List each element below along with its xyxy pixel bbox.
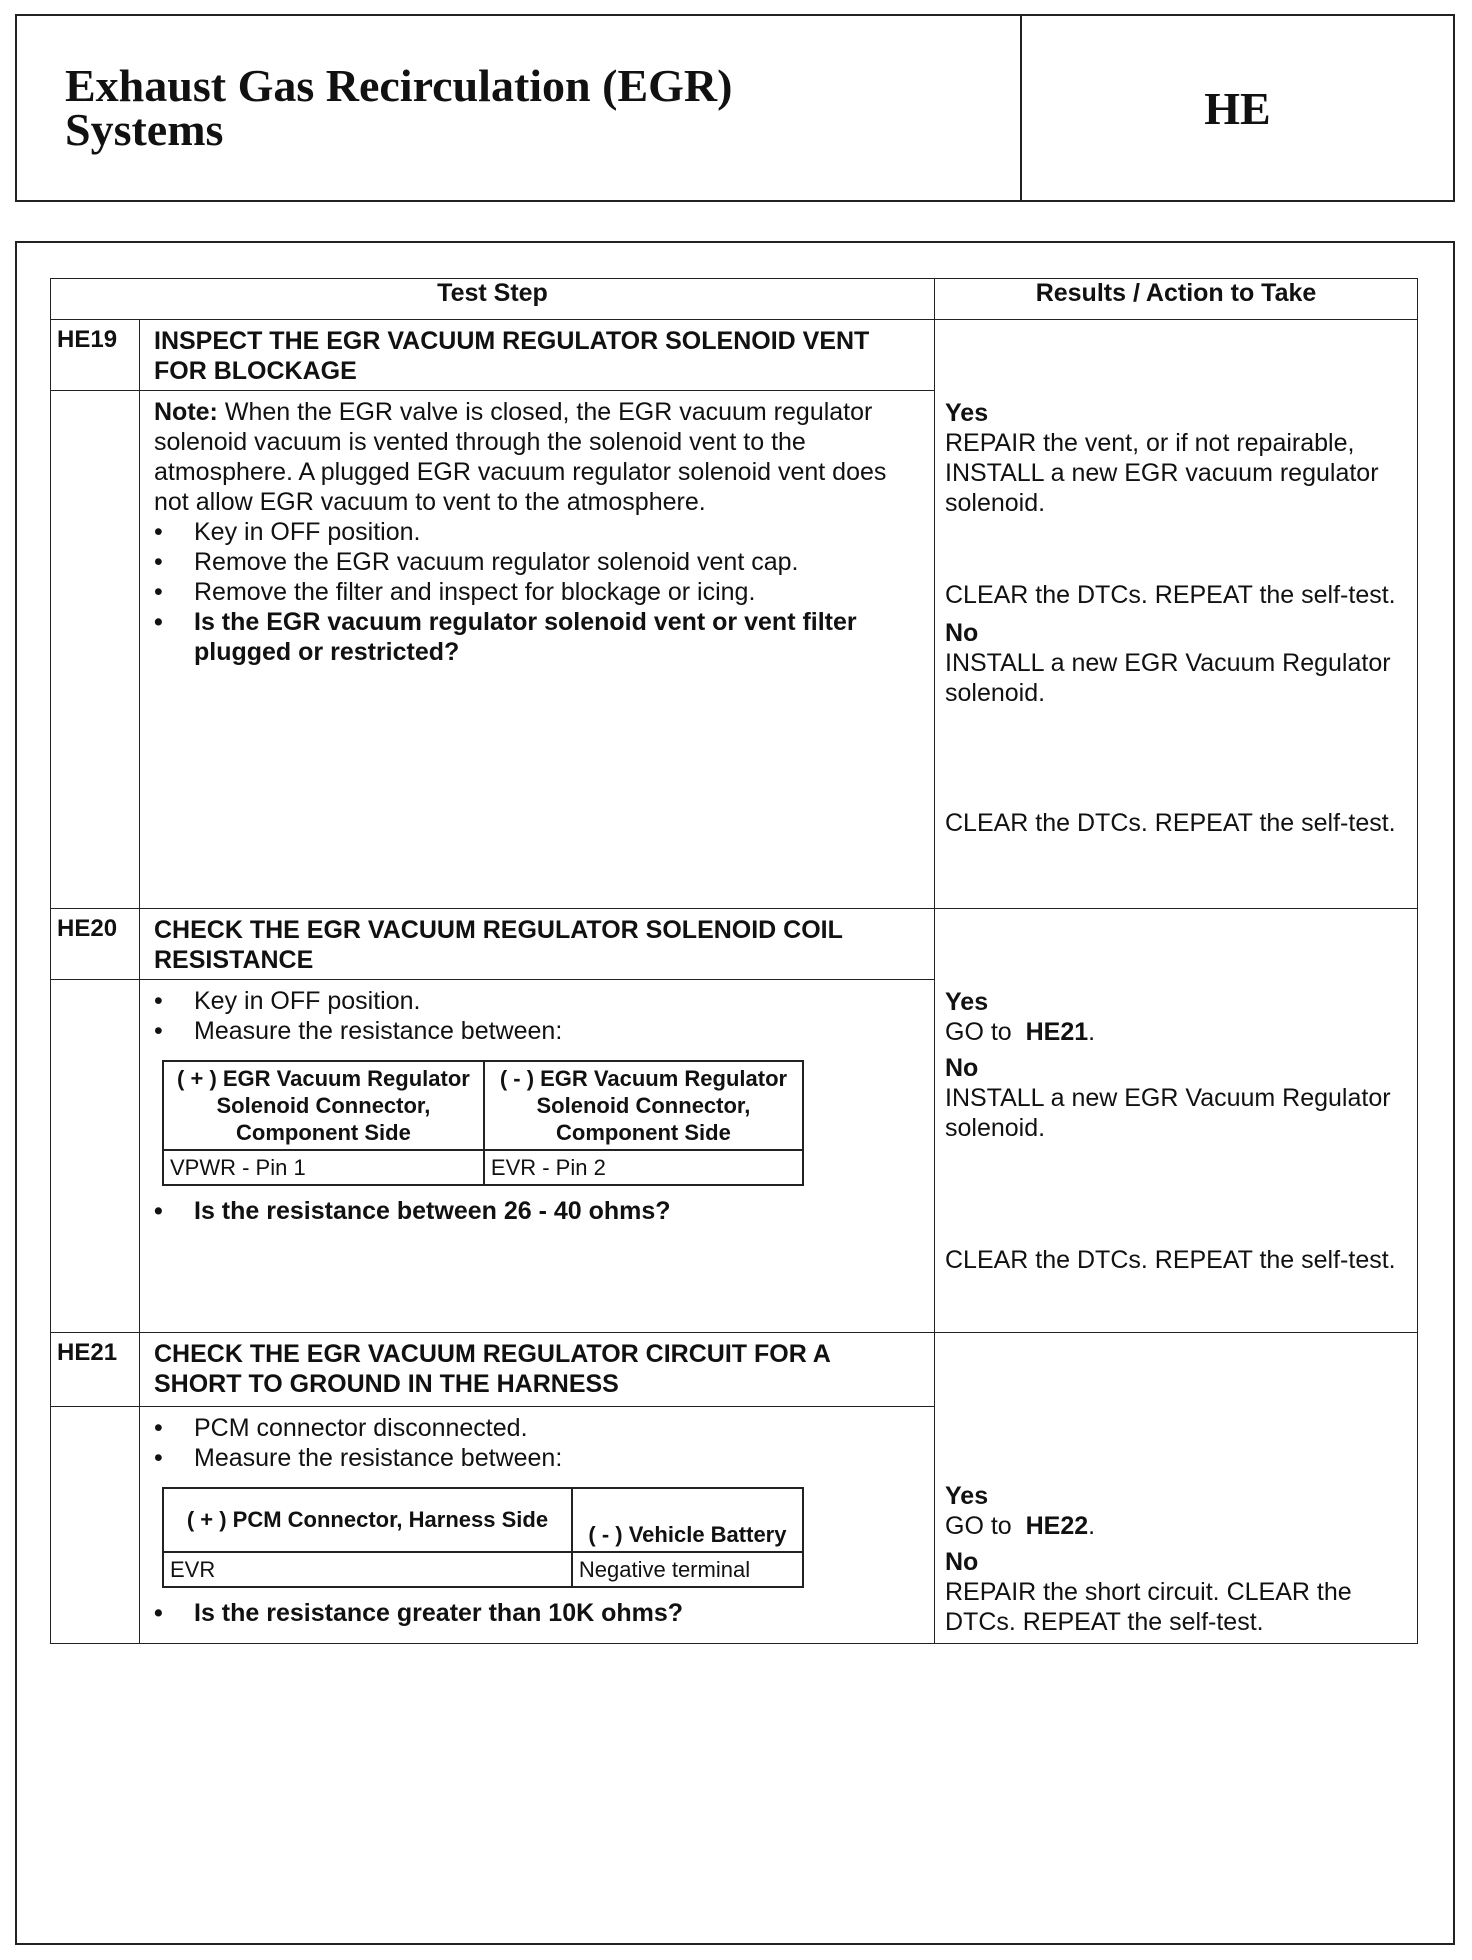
note-label: Note: bbox=[154, 398, 218, 426]
step-he20-body bbox=[140, 980, 935, 1333]
title-line-1: Exhaust Gas Recirculation (EGR) bbox=[65, 60, 733, 111]
step-he19-results bbox=[935, 320, 1418, 909]
step-he19-title-row bbox=[51, 320, 1418, 391]
note-text: When the EGR valve is closed, the EGR vacuum regulator solenoid vacuum is vented through the solenoid vent to the atmosphere. A plugged EGR vacuum regulator solenoid vent does not allow EGR vacuum to vent to the atmosphere. bbox=[154, 398, 887, 516]
step-question: • Is the EGR vacuum regulator solenoid vent or vent filter plugged or restricted? bbox=[154, 607, 920, 667]
bullet-item: • Measure the resistance between: bbox=[154, 1016, 920, 1046]
measurement-value-negative: EVR - Pin 2 bbox=[484, 1150, 803, 1185]
step-he21-body bbox=[140, 1406, 935, 1643]
title-line-2: Systems bbox=[65, 104, 224, 155]
step-reference-link[interactable]: HE21 bbox=[1025, 1018, 1089, 1046]
measurement-table bbox=[162, 1487, 804, 1588]
no-action: INSTALL a new EGR Vacuum Regulator solenoid. bbox=[945, 649, 1391, 707]
note bbox=[154, 397, 920, 517]
bullet-item: • Key in OFF position. bbox=[154, 986, 920, 1016]
yes-action-followup: CLEAR the DTCs. REPEAT the self-test. bbox=[945, 581, 1396, 609]
measurement-value-negative: Negative terminal bbox=[572, 1552, 803, 1587]
no-action: REPAIR the short circuit. CLEAR the DTCs. REPEAT the self-test. bbox=[945, 1578, 1352, 1636]
step-title: CHECK THE EGR VACUUM REGULATOR SOLENOID COIL RESISTANCE bbox=[140, 909, 935, 980]
measurement-header-negative: ( - ) EGR Vacuum Regulator Solenoid Connector, Component Side bbox=[484, 1061, 803, 1150]
step-reference-link[interactable]: HE22 bbox=[1025, 1512, 1089, 1540]
step-id: HE19 bbox=[51, 320, 140, 391]
step-question: • Is the resistance between 26 - 40 ohms? bbox=[154, 1196, 920, 1226]
no-label: No bbox=[945, 1548, 979, 1576]
measurement-value-positive: VPWR - Pin 1 bbox=[163, 1150, 484, 1185]
step-he20-title-row bbox=[51, 909, 1418, 980]
step-id: HE20 bbox=[51, 909, 140, 980]
no-action: INSTALL a new EGR Vacuum Regulator solenoid. bbox=[945, 1084, 1391, 1142]
yes-label: Yes bbox=[945, 1482, 989, 1510]
page-header bbox=[15, 14, 1455, 202]
diagnostic-table bbox=[50, 278, 1418, 1644]
table-header-row bbox=[51, 279, 1418, 320]
step-he19-body bbox=[140, 391, 935, 909]
col-header-results: Results / Action to Take bbox=[935, 279, 1418, 320]
yes-label: Yes bbox=[945, 988, 989, 1016]
bullet-item: • PCM connector disconnected. bbox=[154, 1413, 920, 1443]
col-header-test-step: Test Step bbox=[51, 279, 935, 320]
section-code: HE bbox=[1204, 82, 1271, 134]
no-action-followup: CLEAR the DTCs. REPEAT the self-test. bbox=[945, 809, 1396, 837]
no-action-followup: CLEAR the DTCs. REPEAT the self-test. bbox=[945, 1246, 1396, 1274]
step-question: • Is the resistance greater than 10K ohms? bbox=[154, 1598, 920, 1628]
bullet-item: • Measure the resistance between: bbox=[154, 1443, 920, 1473]
measurement-header-positive: ( + ) EGR Vacuum Regulator Solenoid Connector, Component Side bbox=[163, 1061, 484, 1150]
bullet-item: • Remove the EGR vacuum regulator solenoid vent cap. bbox=[154, 547, 920, 577]
measurement-value-positive: EVR bbox=[163, 1552, 572, 1587]
yes-action: REPAIR the vent, or if not repairable, INSTALL a new EGR vacuum regulator solenoid. bbox=[945, 429, 1379, 517]
measurement-table bbox=[162, 1060, 804, 1186]
no-label: No bbox=[945, 1054, 979, 1082]
step-title: INSPECT THE EGR VACUUM REGULATOR SOLENOID VENT FOR BLOCKAGE bbox=[140, 320, 935, 391]
step-he21-title-row bbox=[51, 1333, 1418, 1407]
yes-action-text: GO to bbox=[945, 1018, 1012, 1046]
measurement-header-positive: ( + ) PCM Connector, Harness Side bbox=[163, 1488, 572, 1552]
step-he21-results bbox=[935, 1333, 1418, 1644]
yes-action-text: GO to bbox=[945, 1512, 1012, 1540]
yes-action: GO to HE21. bbox=[945, 1018, 1096, 1046]
step-he20-results bbox=[935, 909, 1418, 1333]
yes-label: Yes bbox=[945, 399, 989, 427]
page-title bbox=[65, 60, 1005, 155]
measurement-header-negative: ( - ) Vehicle Battery bbox=[572, 1488, 803, 1552]
yes-action: GO to HE22. bbox=[945, 1512, 1096, 1540]
content-frame bbox=[15, 241, 1455, 1945]
bullet-item: • Remove the filter and inspect for blockage or icing. bbox=[154, 577, 920, 607]
no-label: No bbox=[945, 619, 979, 647]
bullet-item: • Key in OFF position. bbox=[154, 517, 920, 547]
step-id: HE21 bbox=[51, 1333, 140, 1407]
step-title: CHECK THE EGR VACUUM REGULATOR CIRCUIT FOR A SHORT TO GROUND IN THE HARNESS bbox=[140, 1333, 935, 1407]
